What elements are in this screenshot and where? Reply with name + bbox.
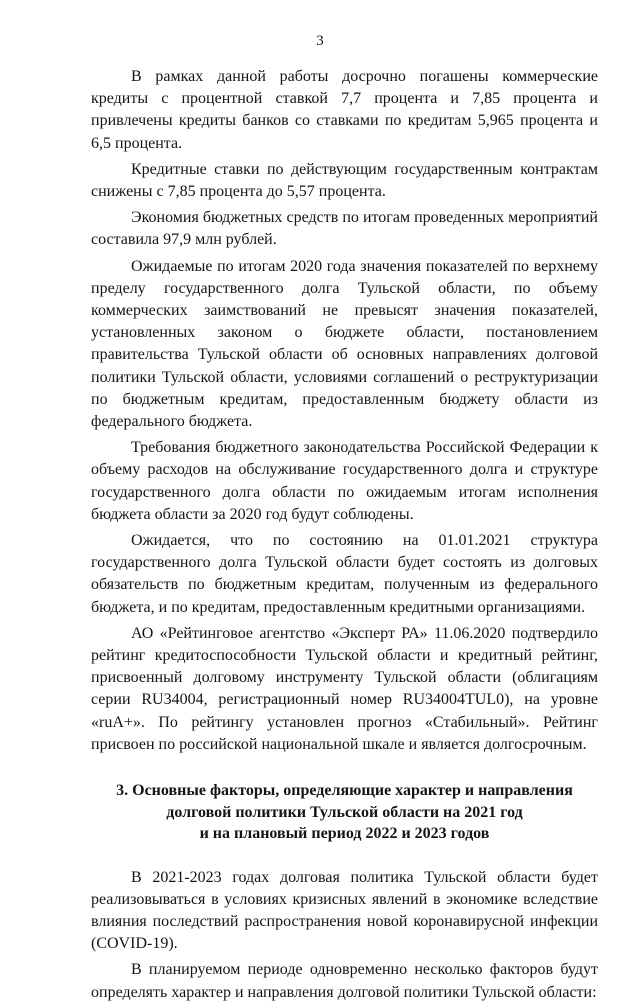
paragraph-credit-rating: АО «Рейтинговое агентство «Эксперт РА» 11.06.2020 подтвердило рейтинг кредитоспособности Тульской области и кредитный рейтинг, присвоенный долговому инструменту Тульской области (облигациям серии RU34004, регистрационный номер RU34004TUL0), на уровне «ruA+». По рейтингу установлен прогноз «Стабильный». Рейтинг присвоен по российской национальной шкале и является долгосрочным. [91, 624, 598, 753]
paragraph-planned-factors: В планируемом периоде одновременно несколько факторов будут определять характер и направления долговой политики Тульской области: [91, 961, 598, 1001]
paragraph-credit-rates: Кредитные ставки по действующим государственным контрактам снижены с 7,85 процента до 5,57 процента. [91, 160, 598, 201]
paragraph-early-repayment: В рамках данной работы досрочно погашены коммерческие кредиты с процентной ставкой 7,7 процента и 7,85 процента и привлечены кредиты банков со ставками по кредитам 5,965 процента и 6,5 процента. [91, 68, 598, 152]
paragraph-debt-structure: Ожидается, что по состоянию на 01.01.2021 структура государственного долга Тульской области будет состоять из долговых обязательств по бюджетным кредитам, полученным из федерального бюджета, и по кредитам, предоставленным кредитными организациями. [91, 532, 598, 616]
section-heading-line: долговой политики Тульской области на 2021 год [166, 803, 523, 821]
section-heading-line: 3. Основные факторы, определяющие характер и направления [116, 782, 573, 800]
paragraph-crisis-conditions: В 2021-2023 годах долговая политика Тульской области будет реализовываться в условиях кризисных явлений в экономике вследствие влияния последствий распространения новой коронавирусной инфекции (COVID-19). [91, 868, 598, 953]
document-body [91, 66, 598, 1004]
paragraph-legislation-requirements: Требования бюджетного законодательства Российской Федерации к объему расходов на обслуживание государственного долга и структуре государственного долга области по ожидаемым итогам исполнения бюджета области за 2020 год будут соблюдены. [91, 439, 598, 523]
page-number: 3 [316, 33, 324, 49]
section-heading [91, 780, 598, 845]
paragraph-expected-indicators: Ожидаемые по итогам 2020 года значения показателей по верхнему пределу государственного долга Тульской области, по объему коммерческих заимствований не превысят значения показателей, установленных законом о бюджете области, постановлением правительства Тульской области об основных направлениях долговой политики Тульской области, условиями соглашений о реструктуризации по бюджетным кредитам, предоставленным бюджету области из федерального бюджета. [91, 257, 598, 431]
paragraph-budget-savings: Экономия бюджетных средств по итогам проведенных мероприятий составила 97,9 млн рублей. [91, 209, 598, 249]
section-heading-line: и на плановый период 2022 и 2023 годов [199, 825, 490, 843]
